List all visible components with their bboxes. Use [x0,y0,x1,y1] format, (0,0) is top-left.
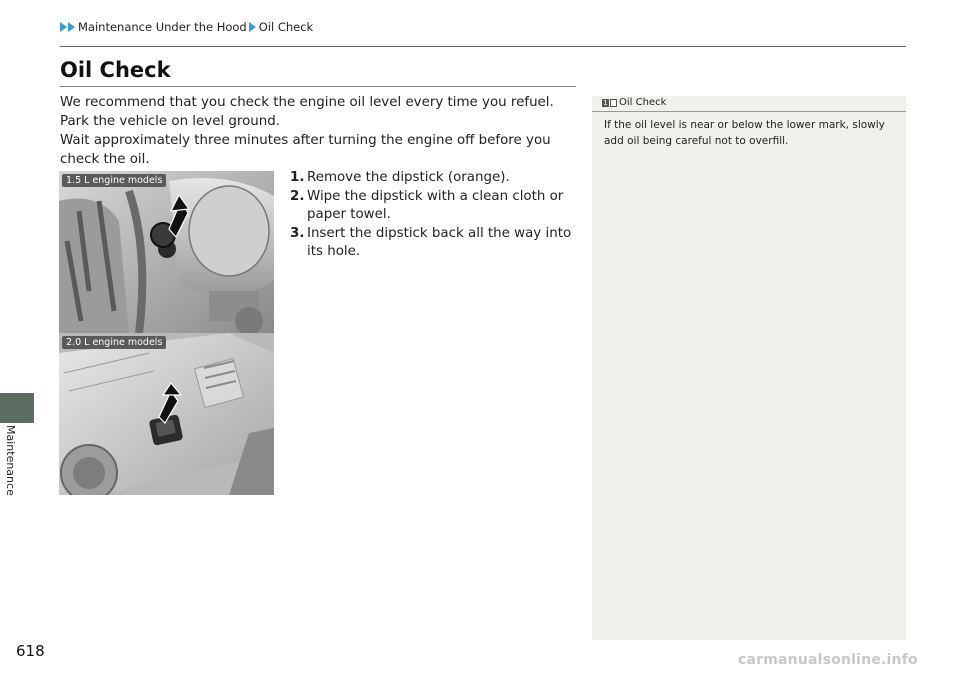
intro-text [60,93,580,169]
step-item [290,225,580,262]
intro-line-1: We recommend that you check the engine oil level every time you refuel. [60,95,554,110]
breadcrumb-arrow-icon [68,22,75,32]
sidebar-heading-text: Oil Check [619,97,667,108]
sidebar-heading [602,97,666,108]
breadcrumb-arrow-icon [249,22,256,32]
engine-model-label: 1.5 L engine models [62,174,166,187]
reference-box-icon [610,99,617,107]
step-text: Wipe the dipstick with a clean cloth or paper towel. [307,188,564,222]
engine-model-label: 2.0 L engine models [62,336,166,349]
breadcrumb-item-maintenance-under-hood[interactable]: Maintenance Under the Hood [78,20,247,34]
step-text: Insert the dipstick back all the way into its hole. [307,225,572,259]
step-list [290,169,580,262]
page-number: 618 [16,642,45,660]
page-title: Oil Check [60,58,171,82]
engine-bay-illustration [59,171,274,333]
engine-photo-1-5l [59,171,274,333]
breadcrumb-arrow-icon [60,22,67,32]
engine-cover-illustration [59,333,274,495]
step-item [290,188,580,225]
breadcrumb [60,20,315,34]
sidebar-note-text: If the oil level is near or below the lower mark, slowly add oil being careful not to overfill. [604,119,885,147]
header-divider [60,46,906,47]
breadcrumb-item-oil-check[interactable]: Oil Check [258,20,314,34]
intro-line-2: Park the vehicle on level ground. [60,114,281,129]
step-number: 3. [290,225,305,241]
step-number: 1. [290,170,305,185]
reference-number-icon: 1 [603,98,608,107]
title-divider [60,86,576,87]
intro-line-3: Wait approximately three minutes after turning the engine off before you check the oil. [60,133,551,167]
sidebar-note [592,96,906,640]
sidebar-divider [592,111,906,112]
engine-photo-2-0l [59,333,274,495]
section-tab-marker [0,393,34,423]
step-text: Remove the dipstick (orange). [307,170,510,185]
section-tab-label [0,425,34,515]
watermark: carmanualsonline.info [738,652,918,668]
step-number: 2. [290,188,305,204]
section-tab-text: Maintenance [4,425,17,496]
step-item [290,169,580,188]
